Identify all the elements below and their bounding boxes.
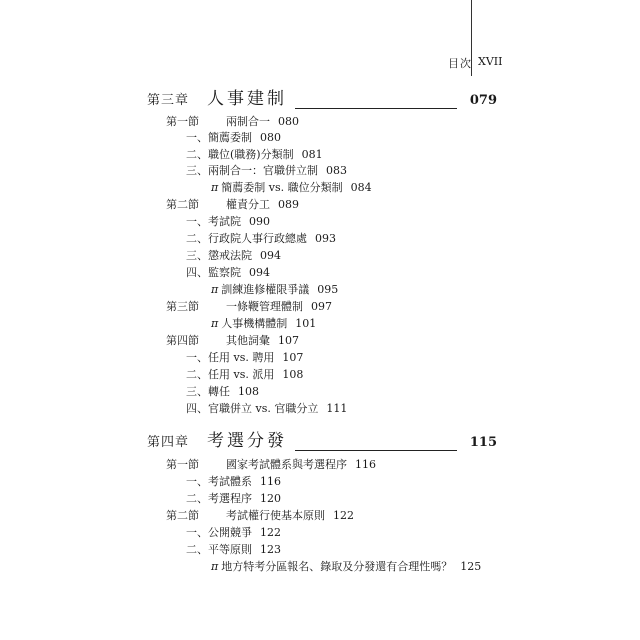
toc-subsection-entry <box>186 543 281 557</box>
toc-subsection-entry <box>186 148 323 162</box>
entry-page: 094 <box>260 249 281 262</box>
entry-text: 兩制合一 <box>226 115 270 128</box>
toc-section-entry <box>166 115 299 129</box>
entry-text: 行政院人事行政總處 <box>208 232 307 245</box>
entry-text: 其他詞彙 <box>226 334 270 347</box>
entry-page: 080 <box>260 131 281 144</box>
subsection-label: 二、 <box>186 492 208 505</box>
toc-topic-entry <box>211 181 372 195</box>
entry-page: 107 <box>278 334 299 347</box>
toc-subsection-entry <box>186 526 281 540</box>
entry-page: 125 <box>460 560 482 573</box>
entry-text: 兩制合一：官職併立制 <box>208 164 318 177</box>
toc-subsection-entry <box>186 266 270 280</box>
entry-text: 地方特考分區報名、錄取及分發還有合理性嗎？ <box>221 560 453 573</box>
subsection-label: 一、 <box>186 351 208 364</box>
section-label: 第四節 <box>166 334 199 347</box>
chapter-title: 人事建制 <box>207 89 287 109</box>
entry-text: 任用 vs. 聘用 <box>208 351 275 364</box>
subsection-label: 二、 <box>186 148 208 161</box>
entry-page: 080 <box>278 115 299 128</box>
subsection-label: 三、 <box>186 385 208 398</box>
chapter-page-number: 115 <box>469 435 497 450</box>
toc-section-entry <box>166 300 332 314</box>
entry-page: 095 <box>317 283 339 296</box>
toc-subsection-entry <box>186 215 270 229</box>
entry-page: 108 <box>282 368 304 381</box>
pi-bullet-icon: π <box>211 283 219 296</box>
subsection-label: 四、 <box>186 266 208 279</box>
subsection-label: 一、 <box>186 526 208 539</box>
subsection-label: 一、 <box>186 215 208 228</box>
subsection-label: 一、 <box>186 131 208 144</box>
subsection-label: 三、 <box>186 249 208 262</box>
toc-subsection-entry <box>186 492 281 506</box>
entry-text: 任用 vs. 派用 <box>208 368 275 381</box>
entry-text: 官職併立 vs. 官職分立 <box>208 402 319 415</box>
entry-page: 107 <box>282 351 304 364</box>
toc-section-entry <box>166 509 354 523</box>
toc-subsection-entry <box>186 131 281 145</box>
entry-page: 094 <box>249 266 270 279</box>
pi-bullet-icon: π <box>211 181 219 194</box>
entry-page: 116 <box>355 458 376 471</box>
entry-page: 089 <box>278 198 299 211</box>
toc-subsection-entry <box>186 351 303 365</box>
entry-page: 084 <box>350 181 372 194</box>
entry-page: 090 <box>249 215 270 228</box>
entry-text: 轉任 <box>208 385 230 398</box>
section-label: 第三節 <box>166 300 199 313</box>
entry-text: 簡薦委制 <box>208 131 252 144</box>
entry-text: 平等原則 <box>208 543 252 556</box>
toc-topic-entry <box>211 317 316 331</box>
entry-text: 考試體系 <box>208 475 252 488</box>
section-label: 第一節 <box>166 115 199 128</box>
entry-page: 123 <box>260 543 281 556</box>
toc-section-entry <box>166 198 299 212</box>
entry-text: 一條鞭管理體制 <box>226 300 303 313</box>
entry-text: 考選程序 <box>208 492 252 505</box>
subsection-label: 二、 <box>186 368 208 381</box>
toc-subsection-entry <box>186 402 347 416</box>
entry-page: 093 <box>315 232 336 245</box>
toc-topic-entry <box>211 283 338 297</box>
entry-text: 國家考試體系與考選程序 <box>226 458 347 471</box>
entry-page: 101 <box>295 317 317 330</box>
toc-topic-entry <box>211 560 481 574</box>
subsection-label: 四、 <box>186 402 208 415</box>
toc-section-entry <box>166 458 376 472</box>
chapter-heading <box>147 88 497 110</box>
toc-subsection-entry <box>186 249 281 263</box>
entry-page: 097 <box>311 300 332 313</box>
entry-text: 公開競爭 <box>208 526 252 539</box>
entry-text: 監察院 <box>208 266 241 279</box>
entry-text: 訓練進修權限爭議 <box>221 283 310 296</box>
entry-page: 083 <box>326 164 347 177</box>
entry-text: 考試院 <box>208 215 241 228</box>
pi-bullet-icon: π <box>211 317 219 330</box>
section-label: 第一節 <box>166 458 199 471</box>
chapter-page-number: 079 <box>469 93 497 108</box>
chapter-heading <box>147 430 497 452</box>
entry-page: 116 <box>260 475 281 488</box>
toc-subsection-entry <box>186 385 259 399</box>
entry-text: 考試權行使基本原則 <box>226 509 325 522</box>
entry-text: 權責分工 <box>226 198 270 211</box>
section-label: 第二節 <box>166 509 199 522</box>
entry-page: 111 <box>326 402 348 415</box>
chapter-leader-rule <box>295 108 457 109</box>
entry-page: 122 <box>333 509 354 522</box>
running-header-label: 目次 <box>448 57 472 70</box>
subsection-label: 二、 <box>186 232 208 245</box>
chapter-number: 第四章 <box>147 435 190 450</box>
entry-page: 081 <box>301 148 323 161</box>
entry-text: 人事機構體制 <box>221 317 288 330</box>
subsection-label: 一、 <box>186 475 208 488</box>
entry-page: 108 <box>238 385 259 398</box>
chapter-title: 考選分發 <box>207 431 287 451</box>
subsection-label: 三、 <box>186 164 208 177</box>
entry-text: 簡薦委制 vs. 職位分類制 <box>221 181 343 194</box>
running-header-page-number: XVII <box>478 55 503 68</box>
chapter-leader-rule <box>295 450 457 451</box>
entry-text: 職位(職務)分類制 <box>208 148 294 161</box>
subsection-label: 二、 <box>186 543 208 556</box>
entry-page: 122 <box>260 526 281 539</box>
chapter-number: 第三章 <box>147 93 190 108</box>
toc-section-entry <box>166 334 299 348</box>
entry-page: 120 <box>260 492 281 505</box>
toc-subsection-entry <box>186 368 303 382</box>
toc-subsection-entry <box>186 475 281 489</box>
section-label: 第二節 <box>166 198 199 211</box>
pi-bullet-icon: π <box>211 560 219 573</box>
toc-subsection-entry <box>186 232 336 246</box>
toc-subsection-entry <box>186 164 347 178</box>
entry-text: 懲戒法院 <box>208 249 252 262</box>
